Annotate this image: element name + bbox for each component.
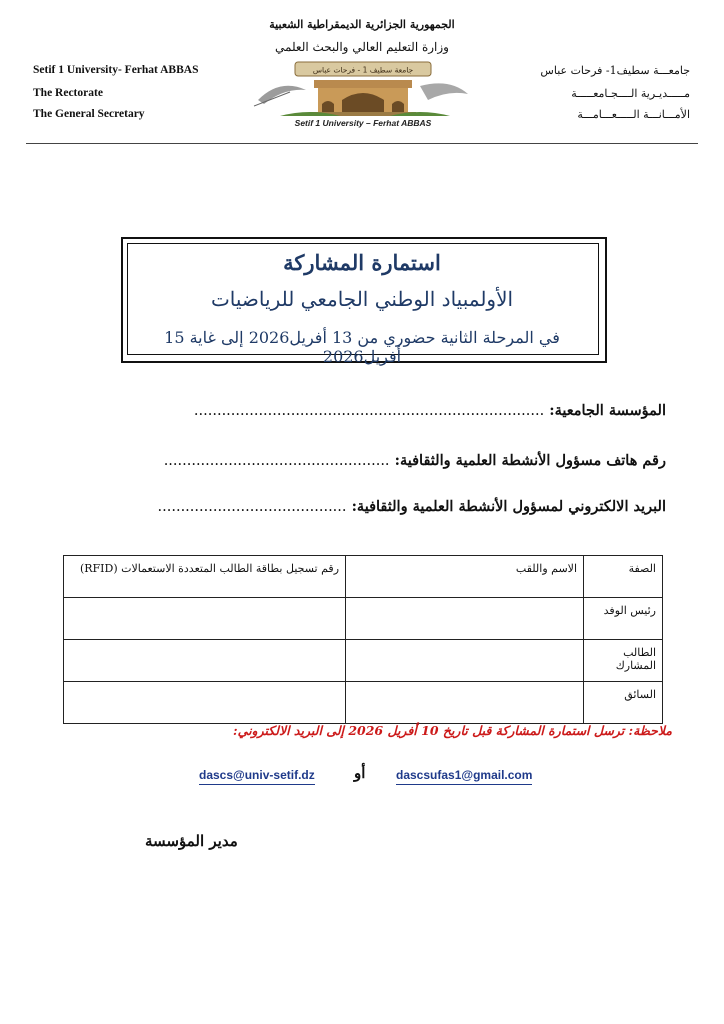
table-header-row xyxy=(64,556,663,598)
logo-banner-text: جامعة سطيف 1 - فرحات عباس xyxy=(312,65,414,75)
header-republic: الجمهورية الجزائرية الديمقراطية الشعبية xyxy=(269,18,455,31)
field-institution[interactable] xyxy=(194,402,666,419)
table-header-cell: الاسم واللقب xyxy=(346,556,584,598)
table-cell: رئيس الوفد xyxy=(584,598,663,640)
header-ministry: وزارة التعليم العالي والبحث العلمي xyxy=(275,40,449,54)
field-institution-label: المؤسسة الجامعية: xyxy=(549,402,666,419)
header-ar-directorate: مـــــديـرية الــــجـامعـــــة xyxy=(571,87,690,100)
table-cell[interactable] xyxy=(346,598,584,640)
field-email-label: البريد الالكتروني لمسؤول الأنشطة العلمية والثقافية: xyxy=(351,498,666,515)
table-cell[interactable] xyxy=(64,598,346,640)
field-phone[interactable] xyxy=(164,452,666,469)
form-subtitle: الأولمبياد الوطني الجامعي للرياضيات xyxy=(210,287,514,311)
field-phone-label: رقم هاتف مسؤول الأنشطة العلمية والثقافية: xyxy=(394,452,666,469)
field-email[interactable] xyxy=(158,498,666,515)
university-logo xyxy=(250,60,476,128)
table-header-cell: رقم تسجيل بطاقة الطالب المتعددة الاستعمالات (RFID) xyxy=(64,556,346,598)
table-cell[interactable] xyxy=(64,640,346,682)
table-row xyxy=(64,598,663,640)
table-cell: الطالب المشارك xyxy=(584,640,663,682)
header-ar-university: جامعـــة سطيف1- فرحات عباس xyxy=(540,64,690,77)
table-cell[interactable] xyxy=(346,682,584,724)
field-email-dots: ......................................... xyxy=(157,499,347,515)
field-phone-dots: ................................................. xyxy=(163,453,390,469)
table-row xyxy=(64,682,663,724)
participants-table xyxy=(63,555,663,724)
field-institution-dots: ............................................................................ xyxy=(193,403,545,419)
email-primary-link[interactable]: dascsufas1@gmail.com xyxy=(396,768,532,785)
email-or-separator: أو xyxy=(354,764,366,782)
table-cell: السائق xyxy=(584,682,663,724)
table-cell[interactable] xyxy=(64,682,346,724)
table-header-cell: الصفة xyxy=(584,556,663,598)
email-secondary-link[interactable]: dascs@univ-setif.dz xyxy=(199,768,315,785)
table-cell[interactable] xyxy=(346,640,584,682)
form-title: استمارة المشاركة xyxy=(283,250,441,275)
director-signature-label: مدير المؤسسة xyxy=(145,832,238,850)
submission-note: ملاحظة: ترسل استمارة المشاركة قبل تاريخ 10 أفريل 2026 إلى البريد الالكتروني: xyxy=(233,723,672,738)
header-en-university: Setif 1 University- Ferhat ABBAS xyxy=(33,64,199,76)
logo-caption: Setif 1 University – Ferhat ABBAS xyxy=(294,118,432,128)
header-ar-secretariat: الأمـــانـــة الـــــعـــامـــة xyxy=(577,108,690,121)
header-en-rectorate: The Rectorate xyxy=(33,87,103,99)
form-dates: في المرحلة الثانية حضوري من 13 أفريل2026 إلى غاية 15 أفريل2026 xyxy=(164,328,560,366)
header-en-secretary: The General Secretary xyxy=(33,108,145,120)
header-divider xyxy=(26,143,698,144)
table-row xyxy=(64,640,663,682)
